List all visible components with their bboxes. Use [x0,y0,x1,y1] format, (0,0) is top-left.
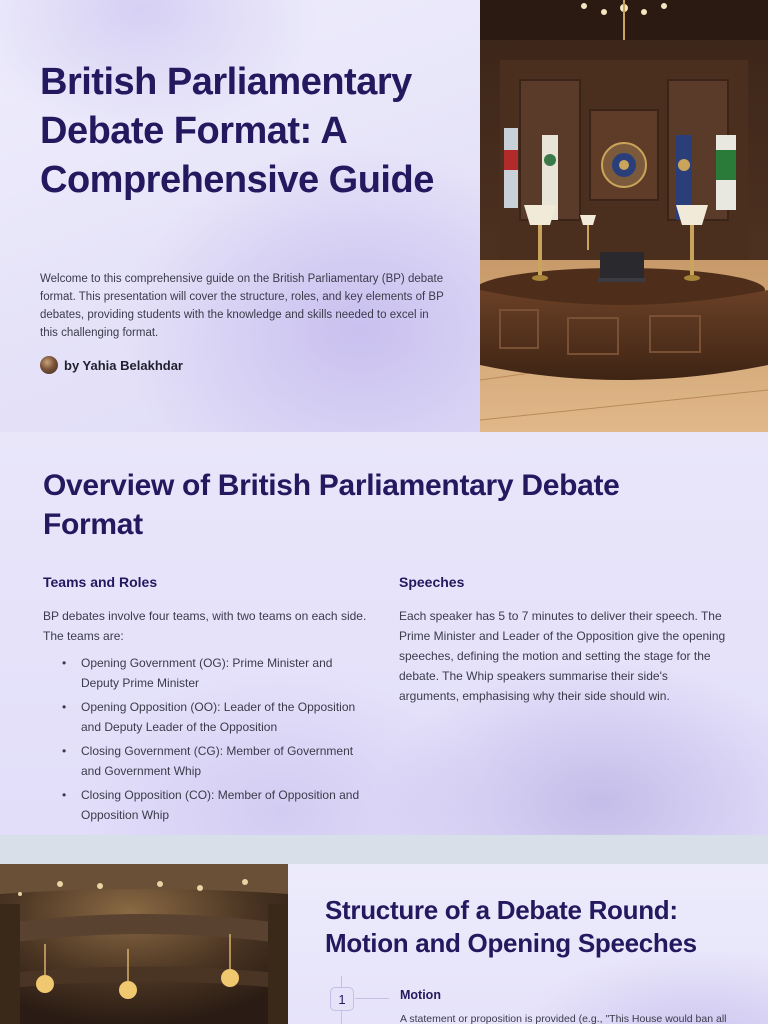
courtroom-image [480,0,768,432]
page-title: British Parliamentary Debate Format: A Comprehensive Guide [40,61,434,201]
teams-list [62,653,362,829]
list-item: • Opening Opposition (OO): Leader of the Opposition and Deputy Leader of the Opposition [62,697,362,737]
parliament-chamber-image [0,864,288,1024]
author-byline [40,356,183,374]
step-number-badge: 1 [330,987,354,1011]
avatar [40,356,58,374]
overview-slide [0,432,768,835]
structure-title: Structure of a Debate Round: Motion and Opening Speeches [325,895,697,958]
step-text: A statement or proposition is provided (e.g., "This House would ban all [400,1013,727,1024]
speeches-text: Each speaker has 5 to 7 minutes to deliver their speech. The Prime Minister and Leader of the Opposition give the opening speeches, defining the motion and setting the stage for the debate. The Whip speakers summarise their side's arguments, emphasising why their side should win. [399,609,726,703]
list-item: • Opening Government (OG): Prime Minister and Deputy Prime Minister [62,653,362,693]
intro-paragraph: Welcome to this comprehensive guide on the British Parliamentary (BP) debate format. This presentation will cover the structure, roles, and key elements of BP debates, providing students with the knowledge and skills needed to excel in this challenging format. [40,273,444,339]
list-item: • Closing Opposition (CO): Member of Opposition and Opposition Whip [62,785,362,825]
step-title: Motion [400,988,441,1002]
list-item: • Closing Government (CG): Member of Government and Government Whip [62,741,362,781]
teams-intro: BP debates involve four teams, with two teams on each side. The teams are: [43,609,367,643]
title-slide [0,0,768,432]
overview-title: Overview of British Parliamentary Debate Format [43,469,620,541]
author-name: by Yahia Belakhdar [64,357,183,373]
timeline-connector [355,998,389,999]
structure-slide [0,864,768,1024]
teams-heading: Teams and Roles [43,574,158,590]
speeches-heading: Speeches [399,574,465,590]
